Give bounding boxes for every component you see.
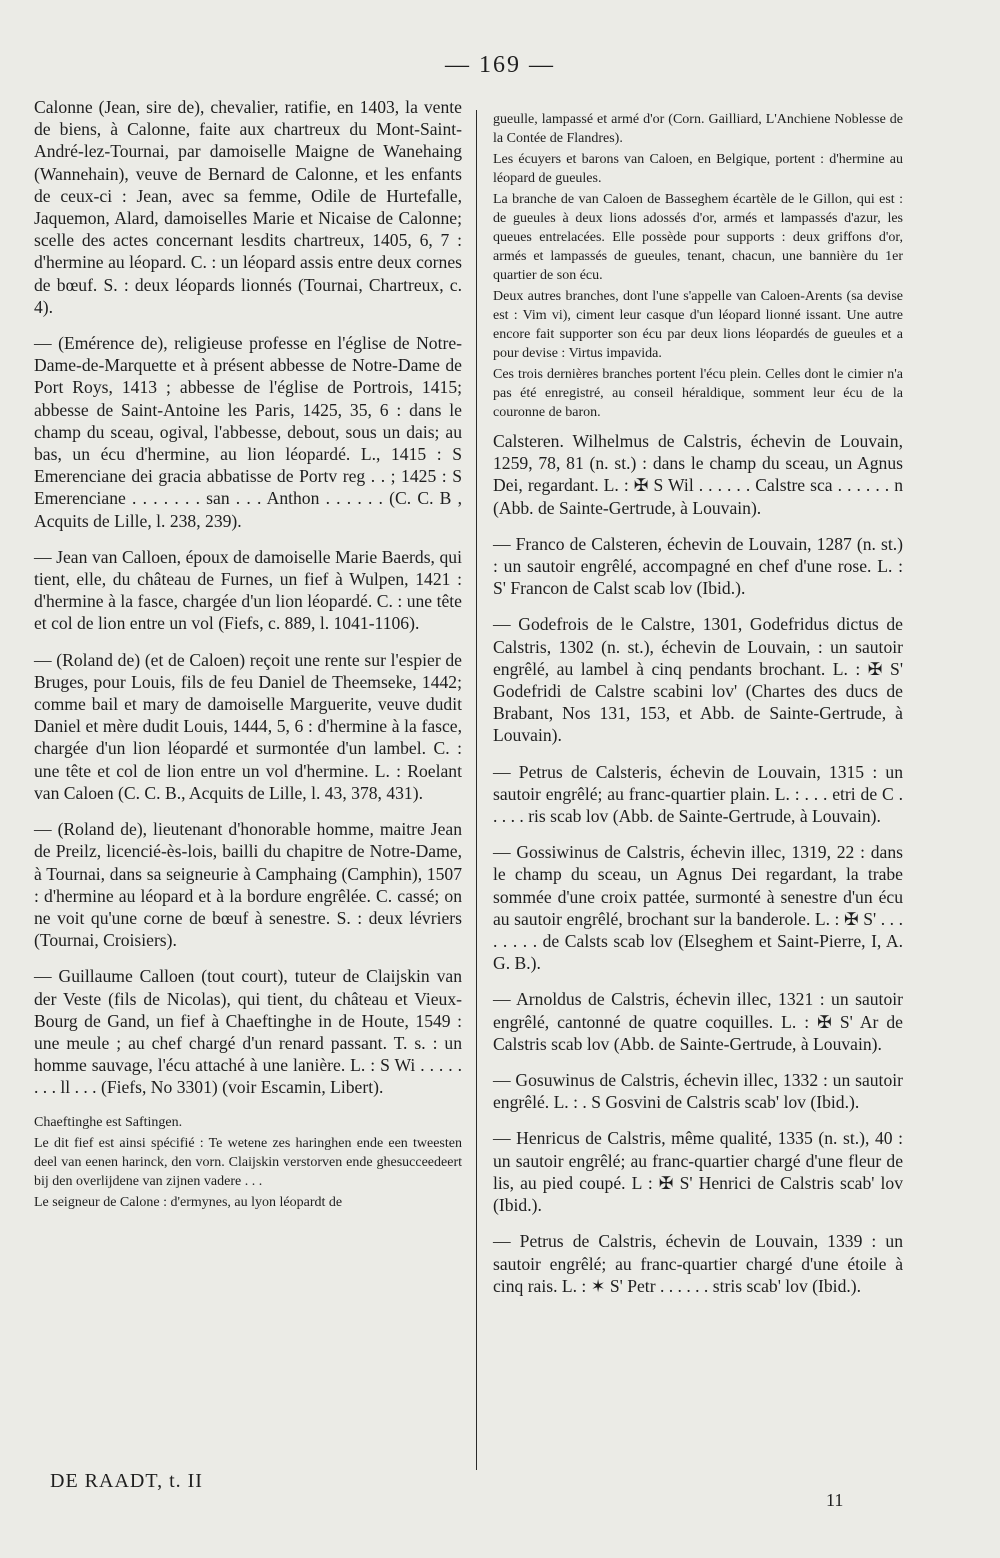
entry-roland-1442: — (Roland de) (et de Caloen) reçoit une rente sur l'espier de Bruges, pour Louis, fils de feu Daniel de Theemseke, 1442; comme bail et mary de damoiselle Marguerite, veuve dudit Daniel et mère dudit Louis, 1444, 5, 6 : d'hermine à la fasce, chargée d'un lion léopardé et surmontée d'un lambel. C. : une tête et col de lion entre un vol d'hermine. L. : Roelant van Caloen (C. C. B., Acquits de Lille, l. 43, 378, 431). [34, 649, 462, 803]
footnote-seigneur: Le seigneur de Calone : d'ermynes, au lyon léopardt de [34, 1194, 343, 1210]
entry-henricus: — Henricus de Calstris, même qualité, 1335 (n. st.), 40 : un sautoir engrêlé; au franc-quartier chargé d'une fleur de lis, au pied coupé. L : ✠ S' Henrici de Calstris scab' lov (Ibid.). [493, 1128, 903, 1216]
entry-calsteren-wilhelmus: Calsteren. Wilhelmus de Calstris, échevin de Louvain, 1259, 78, 81 (n. st.) : dans le champ du sceau, un Agnus Dei, regardant. L. : ✠ S Wil . . . . . . Calstre sca . . . . . . n (Abb. de Sainte-Gertrude, à Louvain). [493, 431, 903, 518]
entry-roland-1507: — (Roland de), lieutenant d'honorable homme, maitre Jean de Preilz, licencié-ès-lois, bailli du chapitre de Notre-Dame, à Tournai, dans sa seigneurie à Camphaing (Camphin), 1507 : d'hermine au léopard et à la bordure engrêlée. C. cassé; on ne voit qu'une corne de bœuf à senestre. S. : deux lévriers (Tournai, Croisiers). [34, 819, 462, 951]
note-trois-branches: Ces trois dernières branches portent l'écu plein. Celles dont le cimier n'a pas été enregistré, au conseil héraldique, somment leur écu de la couronne de baron. [493, 367, 903, 420]
entry-petrus-1315: — Petrus de Calsteris, échevin de Louvain, 1315 : un sautoir engrêlé; au franc-quartier plain. L. : . . . etri de C . . . . . ris scab lov (Abb. de Sainte-Gertrude, à Louvain). [493, 761, 903, 827]
entry-jean-van-calloen: — Jean van Calloen, époux de damoiselle Marie Baerds, qui tient, elle, du château de Furnes, un fief à Wulpen, 1421 : d'hermine à la fasce, chargée d'un lion léopardé. C. : une tête et col de lion entre un vol (Fiefs, c. 889, l. 1041-1106). [34, 546, 462, 634]
footnote-chaeftinghe: Chaeftinghe est Saftingen. [34, 1114, 183, 1130]
signature-mark: DE RAADT, t. II [50, 1470, 203, 1492]
entry-gossiwinus: — Gossiwinus de Calstris, échevin illec, 1319, 22 : dans le champ du sceau, un Agnus Dei regardant, la trabe sommée d'une croix pattée, surmonté à senestre d'un écu au sautoir engrêlé, brochant sur la banderole. L. : ✠ S' . . . . . . . . de Calsts scab lov (Elseghem et Saint-Pierre, I, A. G. B.). [493, 842, 903, 974]
note-basseghem: La branche de van Caloen de Basseghem écartèle de le Gillon, qui est : de gueules à deux lions adossés d'or, armés et lampassés d'azur, les queues entrelacées. Elle possède pour supports : deux griffons d'or, armés et lampassés de gueules, tenant, chacun, une bannière du 1er quartier de son écu. [493, 192, 903, 283]
page-header: — 169 — [445, 52, 555, 78]
note-arents: Deux autres branches, dont l'une s'appelle van Caloen-Arents (sa devise est : Vim vi), ciment leur casque d'un léopard lionné issant. Une autre encore fait supporter son écu par deux lions léopardés de gueules et a pour devise : Virtus impavida. [493, 289, 903, 361]
note-gailliard: gueulle, lampassé et armé d'or (Corn. Gailliard, L'Anchiene Noblesse de la Contée de Flandres). [493, 112, 903, 146]
note-ecuyers: Les écuyers et barons van Caloen, en Belgique, portent : d'hermine au léopard de gueules. [493, 152, 903, 186]
entry-emerence: — (Emérence de), religieuse professe en l'église de Notre-Dame-de-Marquette et à présent abbesse de Notre-Dame de Port Roys, 1413 ; abbesse de l'église de Portrois, 1415; abbesse de Saint-Antoine les Paris, 1425, 35, 6 : dans le champ du sceau, ogival, l'abbesse, debout, sous un dais; au bas, un écu d'hermine, au lion léopardé. L., 1415 : S Emerenciane dei gracia abbatisse de Portv reg . . ; 1425 : S Emerenciane . . . . . . . san . . . Anthon . . . . . . (C. C. B , Acquits de Lille, l. 238, 239). [34, 333, 462, 531]
entry-petrus-1339: — Petrus de Calstris, échevin de Louvain, 1339 : un sautoir engrêlé; au franc-quartier chargé d'une étoile à cinq rais. L. : ✶ S' Petr . . . . . . stris scab' lov (Ibid.). [493, 1231, 903, 1296]
entry-gosuwinus: — Gosuwinus de Calstris, échevin illec, 1332 : un sautoir engrêlé. L. : . S Gosvini de Calstris scab' lov (Ibid.). [493, 1070, 903, 1113]
left-column [34, 96, 462, 1214]
sheet-number: 11 [826, 1490, 844, 1510]
entry-guillaume-calloen: — Guillaume Calloen (tout court), tuteur de Claijskin van der Veste (fils de Nicolas), qui tient, du château et Vieux-Bourg de Gand, un fief à Chaeftinghe in de Houte, 1549 : une meule ; au chef chargé d'un renard passant. T. s. : un homme sauvage, l'écu attaché à une lanière. L. : S Wi . . . . . . . . ll . . . (Fiefs, No 3301) (voir Escamin, Libert). [34, 966, 462, 1098]
right-column [493, 110, 903, 1311]
entry-franco: — Franco de Calsteren, échevin de Louvain, 1287 (n. st.) : un sautoir engrêlé, accompagné en chef d'une rose. L. : S' Francon de Calst scab lov (Ibid.). [493, 533, 903, 599]
entry-arnoldus: — Arnoldus de Calstris, échevin illec, 1321 : un sautoir engrêlé, cantonné de quatre coquilles. L. : ✠ S' Ar de Calstris scab lov (Abb. de Sainte-Gertrude, à Louvain). [493, 989, 903, 1054]
entry-godefrois: — Godefrois de le Calstre, 1301, Godefridus dictus de Calstris, 1302 (n. st.), échevin de Louvain, : un sautoir engrêlé, au lambel à cinq pendants brochant. L. : ✠ S' Godefridi de Calstre scabini lov' (Chartes des ducs de Brabant, Nos 131, 153, et Abb. de Sainte-Gertrude, à Louvain). [493, 614, 903, 746]
column-divider [476, 110, 477, 1470]
footnote-fief: Le dit fief est ainsi spécifié : Te wetene zes haringhen ende een tweesten deel van eenen harinck, den vorn. Claijskin verstorven ende ghesucceedeert bij den overlijdene van zijnen vadere . . . [34, 1135, 462, 1189]
entry-calonne-jean: Calonne (Jean, sire de), chevalier, ratifie, en 1403, la vente de biens, à Calonne, faite aux chartreux du Mont-Saint-André-lez-Tournai, par damoiselle Maigne de Wanehaing (Wannehain), veuve de Bernard de Calonne, et les enfants de ceux-ci : Jean, avec sa femme, Odile de Hurtefalle, Jaquemon, Alard, damoiselles Marie et Nicaise de Calonne; scelle des actes concernant lesdits chartreux, 1405, 6, 7 : d'hermine au léopard. C. : un léopard assis entre deux cornes de bœuf. S. : deux léopards lionnés (Tournai, Chartreux, c. 4). [34, 97, 462, 317]
